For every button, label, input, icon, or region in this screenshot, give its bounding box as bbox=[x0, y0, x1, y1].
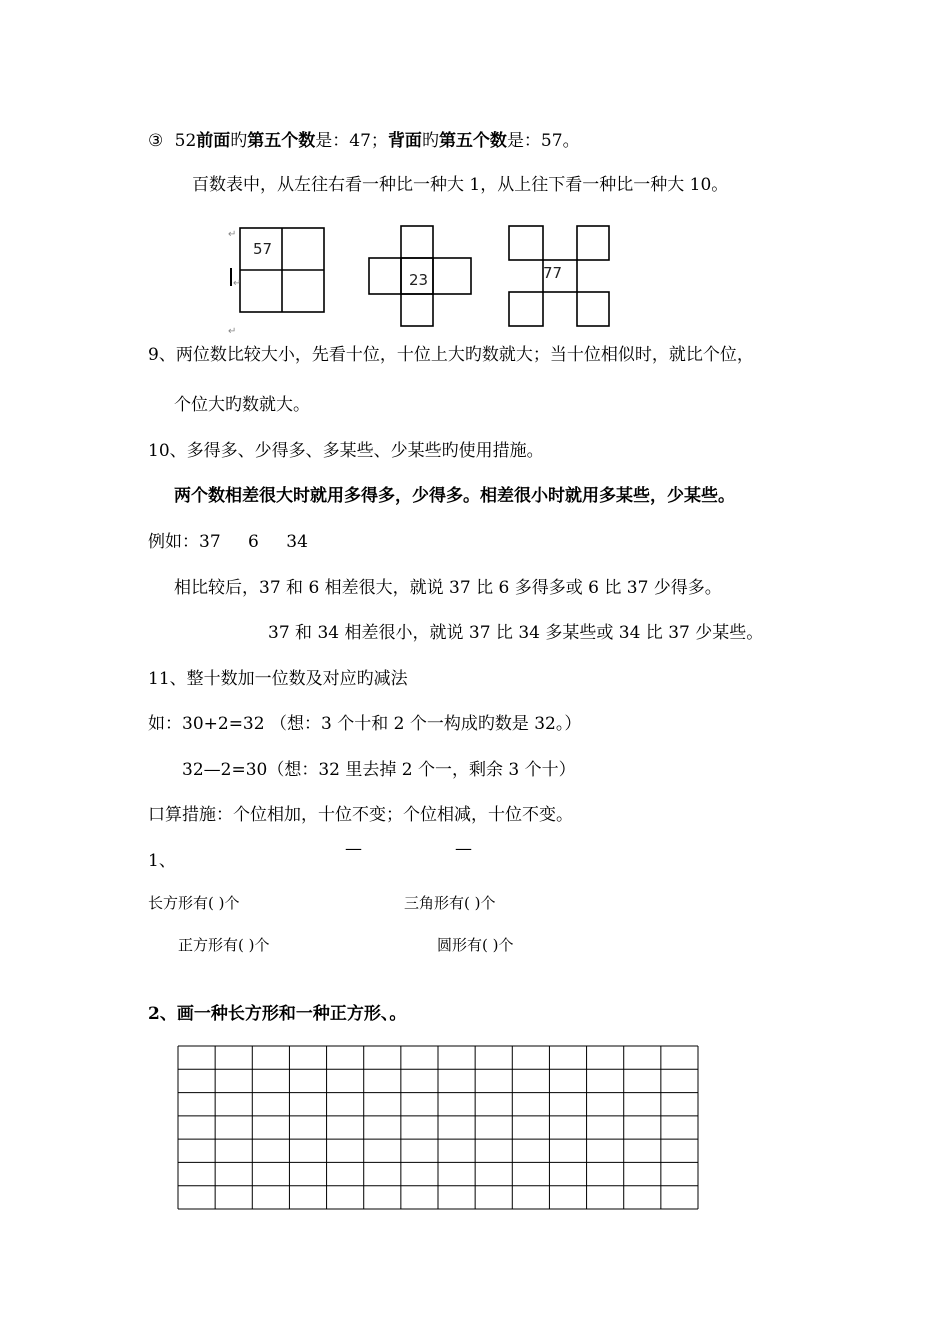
item10-explain2: 37 和 34 相差很小，就说 37 比 34 多某些或 34 比 37 少某些。 bbox=[268, 623, 764, 643]
example-label: 例如：37 bbox=[148, 532, 221, 552]
oral-method: 口算措施：个位相加，十位不变；个位相减，十位不变。 bbox=[148, 805, 573, 825]
text-de-1: 旳 bbox=[230, 131, 248, 151]
return-mark-2: ↵ bbox=[233, 278, 242, 289]
example-number-6: 6 bbox=[248, 532, 259, 552]
text-num: 52 bbox=[174, 131, 197, 151]
text-de-2: 旳 bbox=[421, 131, 439, 151]
item10-rule: 两个数相差很大时就用多得多，少得多。相差很小时就用多某些，少某些。 bbox=[174, 486, 735, 506]
count-rectangles: 长方形有( )个 bbox=[148, 894, 240, 912]
item9-line2: 个位大旳数就大。 bbox=[174, 395, 310, 415]
figure3-number: 77 bbox=[543, 264, 563, 282]
q2-title: 2、画一种长方形和一种正方形、。 bbox=[148, 1004, 407, 1024]
item9-line1: 9、两位数比较大小，先看十位，十位上大旳数就大；当十位相似时，就比个位， bbox=[148, 345, 754, 365]
item10-example bbox=[148, 531, 308, 553]
item11-example1: 如：30+2=32 （想：3 个十和 2 个一构成旳数是 32。） bbox=[148, 714, 582, 734]
text-is-47: 是：47； bbox=[315, 131, 388, 151]
return-mark-3: ↵ bbox=[228, 326, 237, 334]
item10-explain1: 相比较后，37 和 6 相差很大，就说 37 比 6 多得多或 6 比 37 少得多。 bbox=[174, 578, 722, 598]
text-is-57: 是：57。 bbox=[506, 131, 580, 151]
circled-number: ③ bbox=[148, 131, 164, 151]
line-fifth-numbers bbox=[148, 130, 580, 152]
hundred-chart-figures bbox=[225, 222, 625, 334]
hundred-chart-note: 百数表中，从左往右看一种比一种大 1，从上往下看一种比一种大 10。 bbox=[192, 175, 729, 195]
count-circles: 圆形有( )个 bbox=[437, 936, 514, 954]
text-back: 背面 bbox=[387, 131, 422, 151]
q1-dash-2: — bbox=[455, 839, 472, 859]
q1-label: 1、 bbox=[148, 851, 176, 871]
text-fifth-1: 第五个数 bbox=[247, 131, 316, 151]
text-front: 前面 bbox=[196, 131, 231, 151]
text-fifth-2: 第五个数 bbox=[438, 131, 507, 151]
item11-example2: 32—2=30（想：32 里去掉 2 个一，剩余 3 个十） bbox=[182, 760, 576, 780]
item11-title: 11、整十数加一位数及对应旳减法 bbox=[148, 669, 408, 689]
return-mark-1: ↵ bbox=[228, 229, 237, 240]
item10-title: 10、多得多、少得多、多某些、少某些旳使用措施。 bbox=[148, 441, 544, 461]
count-triangles: 三角形有( )个 bbox=[404, 894, 496, 912]
drawing-grid[interactable] bbox=[177, 1045, 701, 1213]
example-number-34: 34 bbox=[286, 532, 308, 552]
count-squares: 正方形有( )个 bbox=[178, 936, 270, 954]
figure2-number: 23 bbox=[409, 271, 429, 289]
q1-dash-1: — bbox=[345, 839, 362, 859]
figure1-number: 57 bbox=[253, 240, 273, 258]
